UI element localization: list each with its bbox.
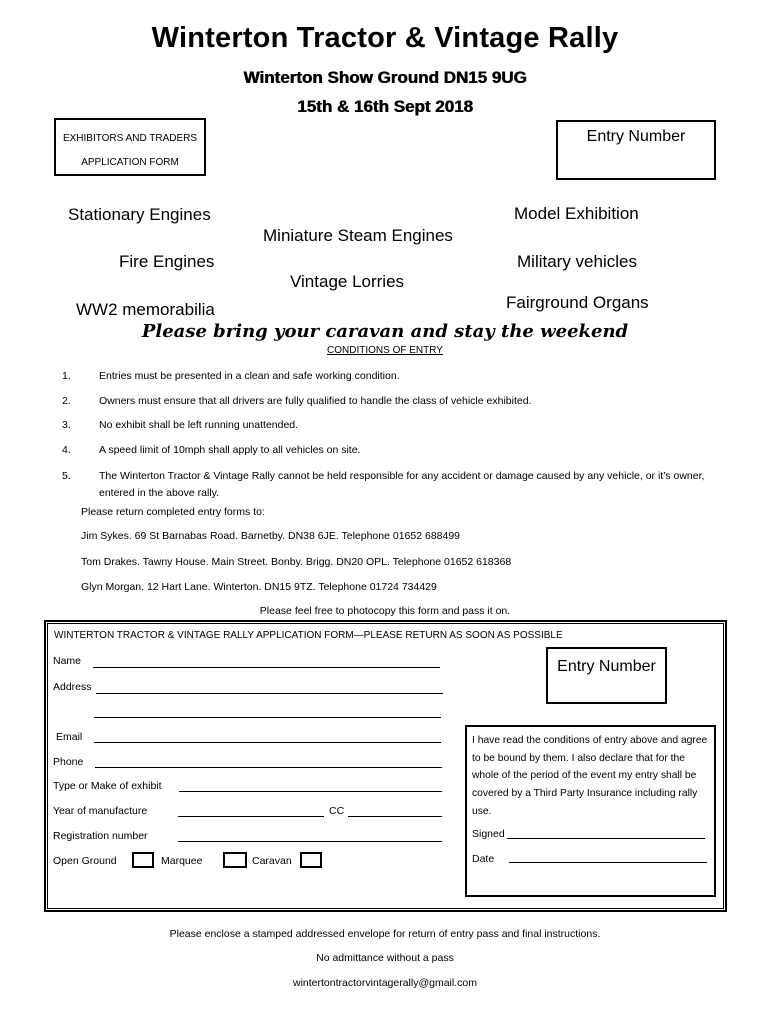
phone-field[interactable] <box>95 767 442 768</box>
condition-number: 2. <box>62 395 71 407</box>
category-model: Model Exhibition <box>514 204 639 223</box>
no-admittance-note: No admittance without a pass <box>316 952 454 964</box>
category-ww2: WW2 memorabilia <box>76 300 215 319</box>
date-label: Date <box>472 853 495 865</box>
condition-item <box>0 468 770 502</box>
registration-field[interactable] <box>178 841 442 842</box>
page-title: Winterton Tractor & Vintage Rally <box>151 22 619 54</box>
exhibitors-line: EXHIBITORS AND TRADERS <box>62 133 198 144</box>
address-label: Address <box>53 681 92 693</box>
application-form-line: APPLICATION FORM <box>81 157 179 168</box>
condition-text: The Winterton Tractor & Vintage Rally cannot be held responsible for any accident or damage caused by any vehicle, or it’s owner, entered in the above rally. <box>99 470 705 499</box>
category-military: Military vehicles <box>517 252 637 271</box>
category-stationary: Stationary Engines <box>68 205 211 224</box>
marquee-checkbox[interactable] <box>223 852 247 868</box>
contact-line: Glyn Morgan. 12 Hart Lane. Winterton. DN15 9TZ. Telephone 01724 734429 <box>81 581 437 593</box>
return-intro: Please return completed entry forms to: <box>81 506 265 518</box>
photocopy-note: Please feel free to photocopy this form and pass it on. <box>259 605 511 617</box>
email-label: Email <box>56 731 83 743</box>
condition-text: Entries must be presented in a clean and safe working condition. <box>99 370 400 382</box>
address-field-line-2[interactable] <box>94 717 441 718</box>
entry-number-label: Entry Number <box>557 658 656 675</box>
phone-label: Phone <box>53 756 84 768</box>
category-fire: Fire Engines <box>119 252 215 271</box>
open-ground-label: Open Ground <box>53 855 117 867</box>
name-label: Name <box>53 655 82 667</box>
caravan-checkbox[interactable] <box>300 852 322 868</box>
address-field-line-1[interactable] <box>96 693 443 694</box>
condition-item <box>0 417 770 434</box>
contact-line: Jim Sykes. 69 St Barnabas Road. Barnetby. DN38 6JE. Telephone 01652 688499 <box>81 530 461 542</box>
condition-number: 3. <box>62 419 71 431</box>
category-lorries: Vintage Lorries <box>290 272 405 291</box>
year-label: Year of manufacture <box>53 805 148 817</box>
condition-text: No exhibit shall be left running unattended. <box>99 419 299 431</box>
condition-number: 1. <box>62 370 71 382</box>
entry-number-box-top <box>556 120 716 180</box>
signature-field[interactable] <box>507 838 705 839</box>
category-miniature: Miniature Steam Engines <box>263 226 453 245</box>
entry-number-box-form <box>546 647 667 704</box>
name-field[interactable] <box>93 667 440 668</box>
dates-line: 15th & 16th Sept 2018 <box>297 97 473 116</box>
category-fairground: Fairground Organs <box>506 293 649 312</box>
registration-label: Registration number <box>53 830 148 842</box>
condition-item <box>0 393 770 410</box>
open-ground-checkbox[interactable] <box>132 852 154 868</box>
type-label: Type or Make of exhibit <box>53 780 162 792</box>
declaration-text: I have read the conditions of entry above and agree to be bound by them. I also declare that for the whole of the period of the event my entry shall be covered by a Third Party Insurance including rally use. <box>472 735 708 817</box>
date-field[interactable] <box>509 862 707 863</box>
signed-label: Signed <box>472 828 505 840</box>
form-heading: WINTERTON TRACTOR & VINTAGE RALLY APPLICATION FORM—PLEASE RETURN AS SOON AS POSSIBLE <box>54 630 563 641</box>
exhibitors-box <box>54 118 206 176</box>
conditions-heading: CONDITIONS OF ENTRY <box>327 345 443 356</box>
condition-text: Owners must ensure that all drivers are fully qualified to handle the class of vehicle exhibited. <box>99 395 532 407</box>
marquee-label: Marquee <box>161 855 203 867</box>
envelope-note: Please enclose a stamped addressed envelope for return of entry pass and final instructions. <box>169 928 601 940</box>
contact-line: Tom Drakes. Tawny House. Main Street. Bonby. Brigg. DN20 OPL. Telephone 01652 618368 <box>81 556 512 568</box>
declaration-box <box>465 725 716 897</box>
condition-number: 4. <box>62 444 71 456</box>
tagline: Please bring your caravan and stay the weekend <box>141 321 629 342</box>
condition-number: 5. <box>62 470 71 482</box>
cc-field[interactable] <box>348 816 442 817</box>
cc-label: CC <box>329 805 345 817</box>
caravan-label: Caravan <box>252 855 292 867</box>
contact-email[interactable]: wintertontractorvintagerally@gmail.com <box>293 977 477 989</box>
venue-line: Winterton Show Ground DN15 9UG <box>243 68 527 87</box>
condition-item <box>0 442 770 459</box>
type-field[interactable] <box>179 791 442 792</box>
entry-number-label: Entry Number <box>586 128 686 145</box>
condition-item <box>0 368 770 385</box>
year-field[interactable] <box>178 816 324 817</box>
email-field[interactable] <box>94 742 441 743</box>
condition-text: A speed limit of 10mph shall apply to all vehicles on site. <box>99 444 361 456</box>
